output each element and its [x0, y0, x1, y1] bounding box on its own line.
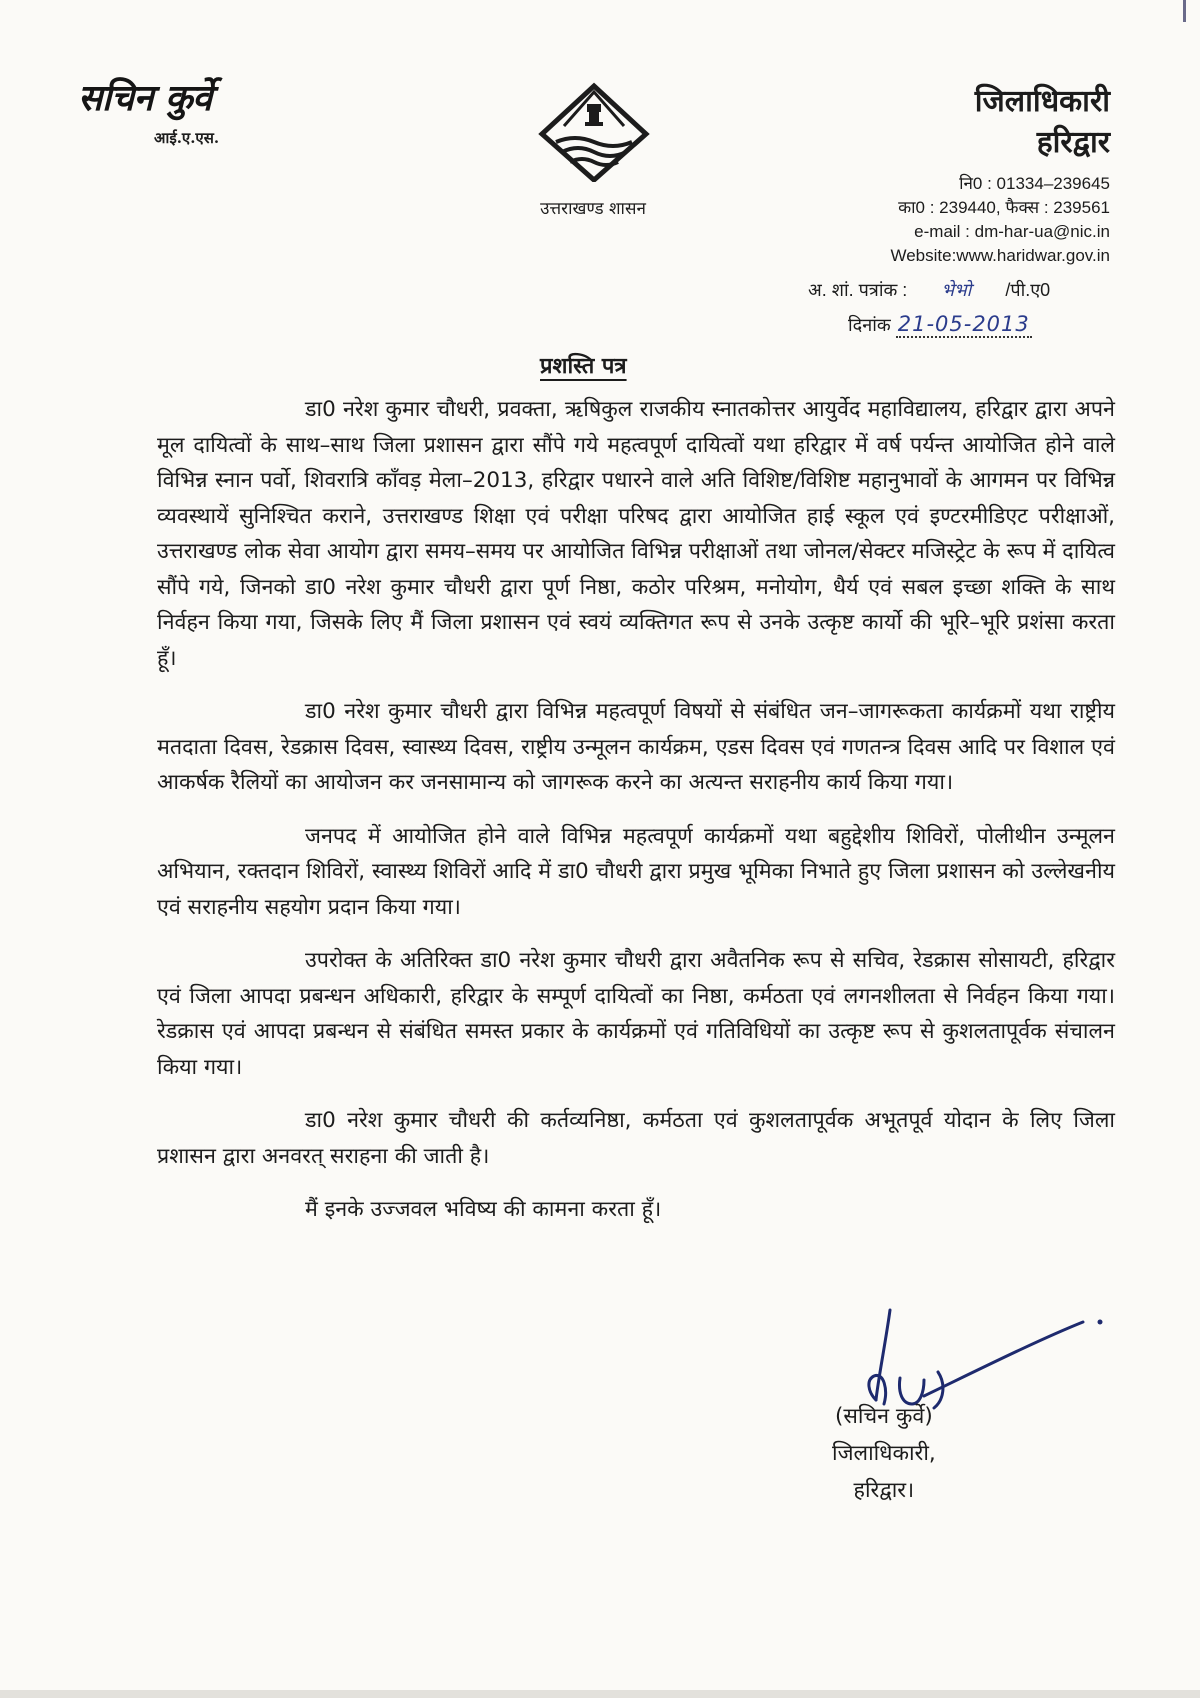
- government-name: उत्तराखण्ड शासन: [540, 199, 646, 219]
- website: Website:www.haridwar.gov.in: [890, 246, 1110, 266]
- paragraph: डा0 नरेश कुमार चौधरी, प्रवक्ता, ऋषिकुल राजकीय स्नातकोत्तर आयुर्वेद महाविद्यालय, हरिद्वार द्वारा अपने मूल दायित्वों के साथ–साथ जिला प्रशासन द्वारा सौंपे गये महत्वपूर्ण दायित्वों यथा हरिद्वार में वर्ष पर्यन्त आयोजित होने वाले विभिन्न स्नान पर्वो, शिवरात्रि काँवड़ मेला–2013, हरिद्वार पधारने वाले अति विशिष्ट/विशिष्ट महानुभावों के आगमन पर विभिन्न व्यवस्थायें सुनिश्चित कराने, उत्तराखण्ड शिक्षा एवं परीक्षा परिषद द्वारा आयोजित हाई स्कूल एवं इण्टरमीडिएट परीक्षाओं, उत्तराखण्ड लोक सेवा आयोग द्वारा समय–समय पर आयोजित विभिन्न परीक्षाओं तथा जोनल/सेक्टर मजिस्ट्रेट के रूप में दायित्व सौंपे गये, जिनको डा0 नरेश कुमार चौधरी द्वारा पूर्ण निष्ठा, कठोर परिश्रम, मनोयोग, धैर्य एवं सबल इच्छा शक्ति के साथ निर्वहन किया गया, जिसके लिए मैं जिला प्रशासन एवं स्वयं व्यक्तिगत रूप से उनके उत्कृष्ट कार्यो की भूरि–भूरि प्रशंसा करता हूँ।: [157, 397, 1115, 671]
- signatory-designation: जिलाधिकारी,: [832, 1441, 936, 1466]
- sender-name: सचिन कुर्वे: [78, 77, 212, 119]
- signature-block: [832, 1398, 936, 1509]
- residence-phone: नि0 : 01334–239645: [959, 174, 1110, 193]
- page-edge: [0, 1690, 1200, 1698]
- signatory-name: (सचिन कुर्वे): [834, 1404, 933, 1429]
- letter-number: [808, 278, 1050, 302]
- office-title: [930, 82, 1110, 163]
- document-body: [157, 392, 1115, 1228]
- contact-details: [890, 172, 1110, 269]
- office-phone-fax: का0 : 239440, फैक्स : 239561: [898, 198, 1110, 218]
- signatory-location: हरिद्वार।: [853, 1478, 915, 1503]
- staple-mark-icon: [1180, 0, 1190, 22]
- letter-number-label: अ. शां. पत्रांक :: [808, 280, 908, 300]
- uttarakhand-emblem-icon: [534, 82, 654, 182]
- date-label: दिनांक: [848, 315, 891, 335]
- email: e-mail : dm-har-ua@nic.in: [914, 222, 1110, 242]
- date-handwritten: 21-05-2013: [897, 312, 1030, 336]
- office-title-line: जिलाधिकारी: [974, 84, 1110, 119]
- office-location: हरिद्वार: [1036, 124, 1110, 160]
- paragraph: डा0 नरेश कुमार चौधरी द्वारा विभिन्न महत्वपूर्ण विषयों से संबंधित जन–जागरूकता कार्यक्रमों यथा राष्ट्रीय मतदाता दिवस, रेडक्रास दिवस, स्वास्थ्य दिवस, राष्ट्रीय उन्मूलन कार्यक्रम, एडस दिवस एवं गणतन्त्र दिवस आदि पर विशाल एवं आकर्षक रैलियों का आयोजन कर जनसामान्य को जागरूक करने का अत्यन्त सराहनीय कार्य किया गया।: [157, 699, 1115, 795]
- paragraph: जनपद में आयोजित होने वाले विभिन्न महत्वपूर्ण कार्यक्रमों यथा बहुद्देशीय शिविरों, पोलीथीन उन्मूलन अभियान, रक्तदान शिविरों, स्वास्थ्य शिविरों आदि में डा0 चौधरी द्वारा प्रमुख भूमिका निभाते हुए जिला प्रशासन को उल्लेखनीय एवं सराहनीय सहयोग प्रदान किया गया।: [157, 823, 1115, 920]
- sender-service: आई.ए.एस.: [154, 129, 220, 147]
- letter-number-handwritten: भेभो: [941, 280, 972, 301]
- document-title: प्रशस्ति पत्र: [540, 354, 627, 379]
- letter-number-suffix: /पी.ए0: [1005, 280, 1051, 300]
- paragraph: डा0 नरेश कुमार चौधरी की कर्तव्यनिष्ठा, कर्मठता एवं कुशलतापूर्वक अभूतपूर्व योदान के लिए जिला प्रशासन द्वारा अनवरत् सराहना की जाती है।: [157, 1108, 1115, 1169]
- paragraph: उपरोक्त के अतिरिक्त डा0 नरेश कुमार चौधरी द्वारा अवैतनिक रूप से सचिव, रेडक्रास सोसायटी, हरिद्वार एवं जिला आपदा प्रबन्धन अधिकारी, हरिद्वार के सम्पूर्ण दायित्वों का निष्ठा, कर्मठता एवं लगनशीलता से निर्वहन किया गया। रेडक्रास एवं आपदा प्रबन्धन से संबंधित समस्त प्रकार के कार्यक्रमों एवं गतिविधियों का उत्कृष्ट रूप से कुशलतापूर्वक संचालन किया गया।: [157, 948, 1115, 1080]
- letter-date: [848, 312, 1032, 337]
- paragraph: मैं इनके उज्जवल भविष्य की कामना करता हूँ।: [305, 1197, 662, 1222]
